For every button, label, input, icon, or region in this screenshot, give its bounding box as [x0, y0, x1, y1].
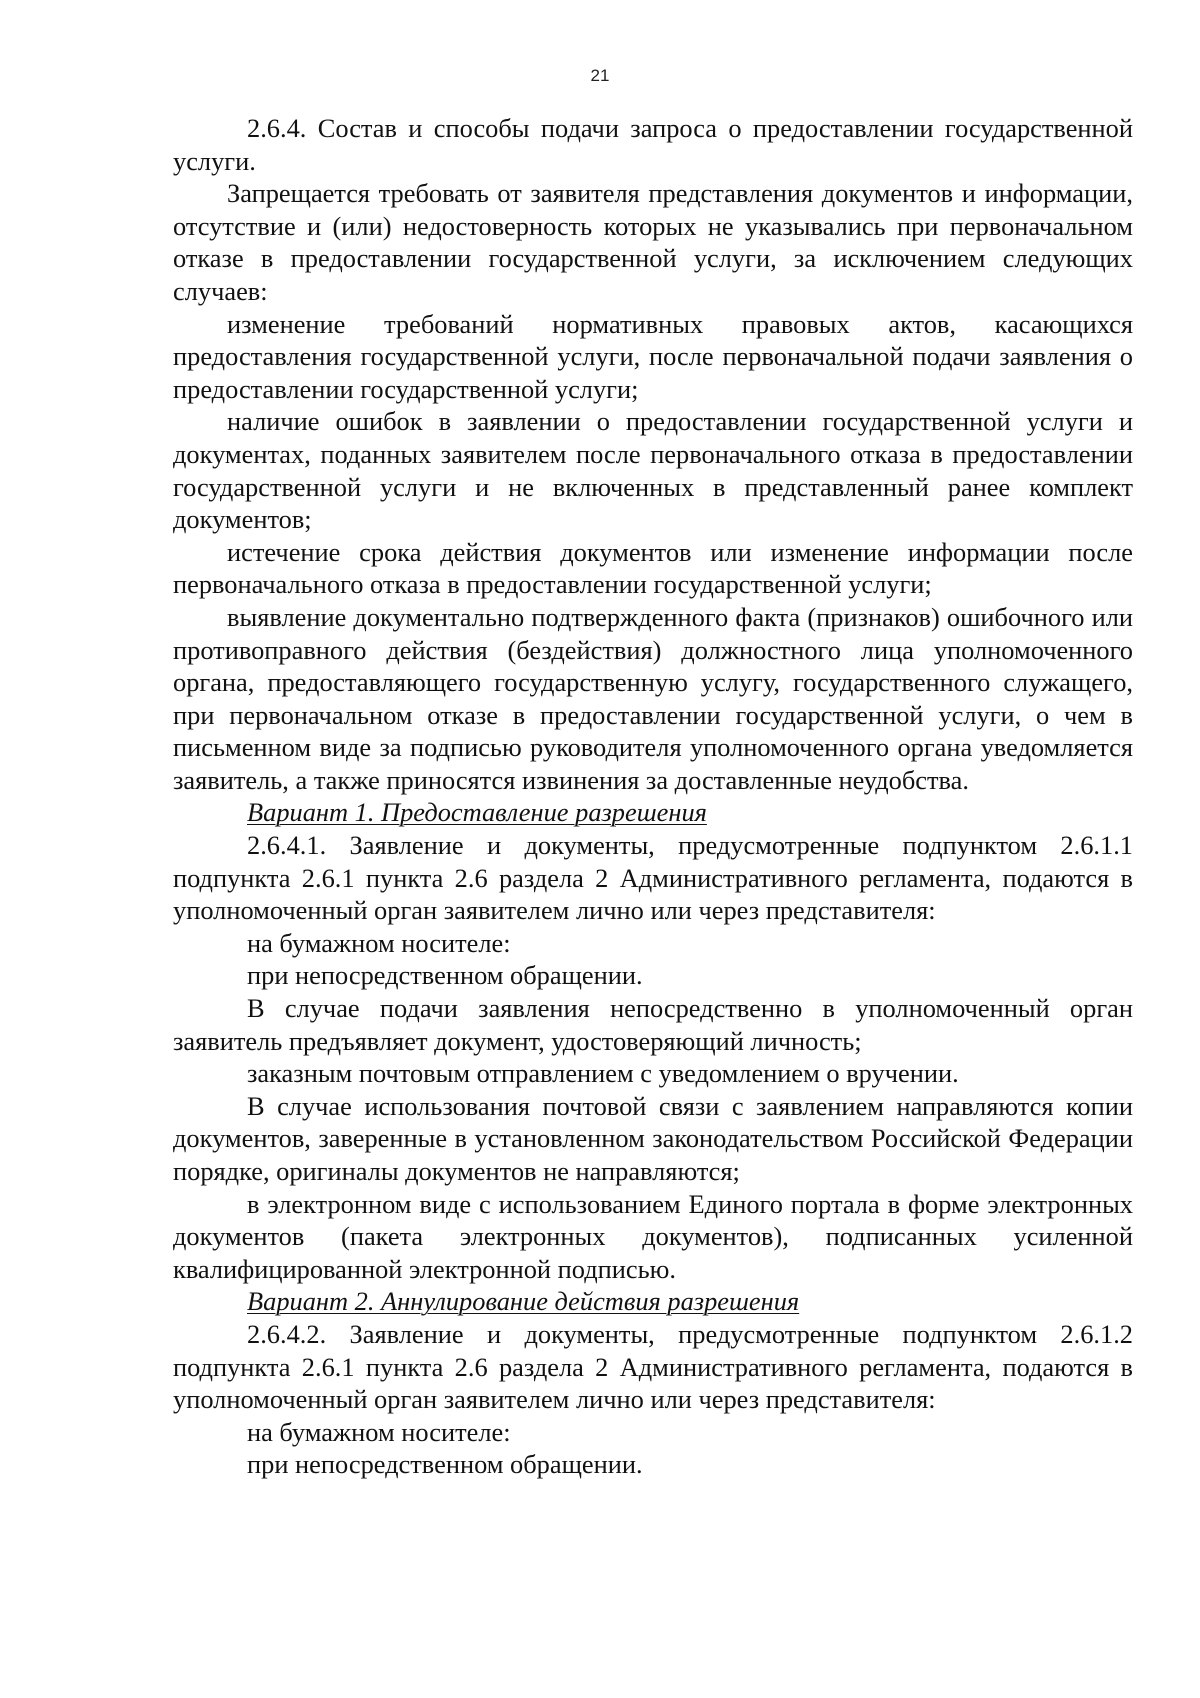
body-paragraph: Запрещается требовать от заявителя представления документов и информации, отсутствие и (или) недостоверность которых не указывались при первоначальном отказе в предоставлении государственной услуги, за исключением следующих случаев: [173, 178, 1133, 306]
document-body [173, 112, 1133, 1481]
body-paragraph: В случае подачи заявления непосредственно в уполномоченный орган заявитель предъявляет документ, удостоверяющий личность; [173, 993, 1133, 1056]
body-paragraph: В случае использования почтовой связи с заявлением направляются копии документов, заверенные в установленном законодательством Российской Федерации порядке, оригиналы документов не направляются; [173, 1090, 1133, 1186]
body-paragraph: при непосредственном обращении. [247, 960, 643, 991]
body-paragraph: 2.6.4.2. Заявление и документы, предусмотренные подпунктом 2.6.1.2 подпункта 2.6.1 пункта 2.6 раздела 2 Административного регламента, подаются в уполномоченный орган заявителем лично или через представителя: [173, 1318, 1133, 1415]
variant-2-heading: Вариант 2. Аннулирование действия разрешения [247, 1286, 800, 1317]
body-paragraph: заказным почтовым отправлением с уведомлением о вручении. [247, 1058, 959, 1089]
list-paragraph: наличие ошибок в заявлении о предоставлении государственной услуги и документах, поданных заявителем после первоначального отказа в предоставлении государственной услуги и не включенных в представленный ранее комплект документов; [173, 406, 1133, 535]
variant-1-heading: Вариант 1. Предоставление разрешения [247, 797, 707, 828]
body-paragraph: 2.6.4.1. Заявление и документы, предусмотренные подпунктом 2.6.1.1 подпункта 2.6.1 пункта 2.6 раздела 2 Административного регламента, подаются в уполномоченный орган заявителем лично или через представителя: [173, 830, 1133, 926]
body-paragraph: при непосредственном обращении. [247, 1449, 643, 1480]
list-paragraph: изменение требований нормативных правовых актов, касающихся предоставления государственной услуги, после первоначальной подачи заявления о предоставлении государственной услуги; [173, 308, 1133, 404]
body-paragraph: на бумажном носителе: [247, 927, 511, 958]
section-paragraph: 2.6.4. Состав и способы подачи запроса о предоставлении государственной услуги. [173, 113, 1133, 176]
list-paragraph: выявление документально подтвержденного факта (признаков) ошибочного или противоправного действия (бездействия) должностного лица уполномоченного органа, предоставляющего государственную услугу, государственного служащего, при первоначальном отказе в предоставлении государственной услуги, о чем в письменном виде за подписью руководителя уполномоченного органа уведомляется заявитель, а также приносятся извинения за доставленные неудобства. [173, 601, 1133, 795]
body-paragraph: в электронном виде с использованием Единого портала в форме электронных документов (пакета электронных документов), подписанных усиленной квалифицированной электронной подписью. [173, 1188, 1133, 1284]
list-paragraph: истечение срока действия документов или изменение информации после первоначального отказа в предоставлении государственной услуги; [173, 536, 1133, 600]
page-number: 21 [590, 66, 610, 85]
body-paragraph: на бумажном носителе: [247, 1416, 511, 1447]
